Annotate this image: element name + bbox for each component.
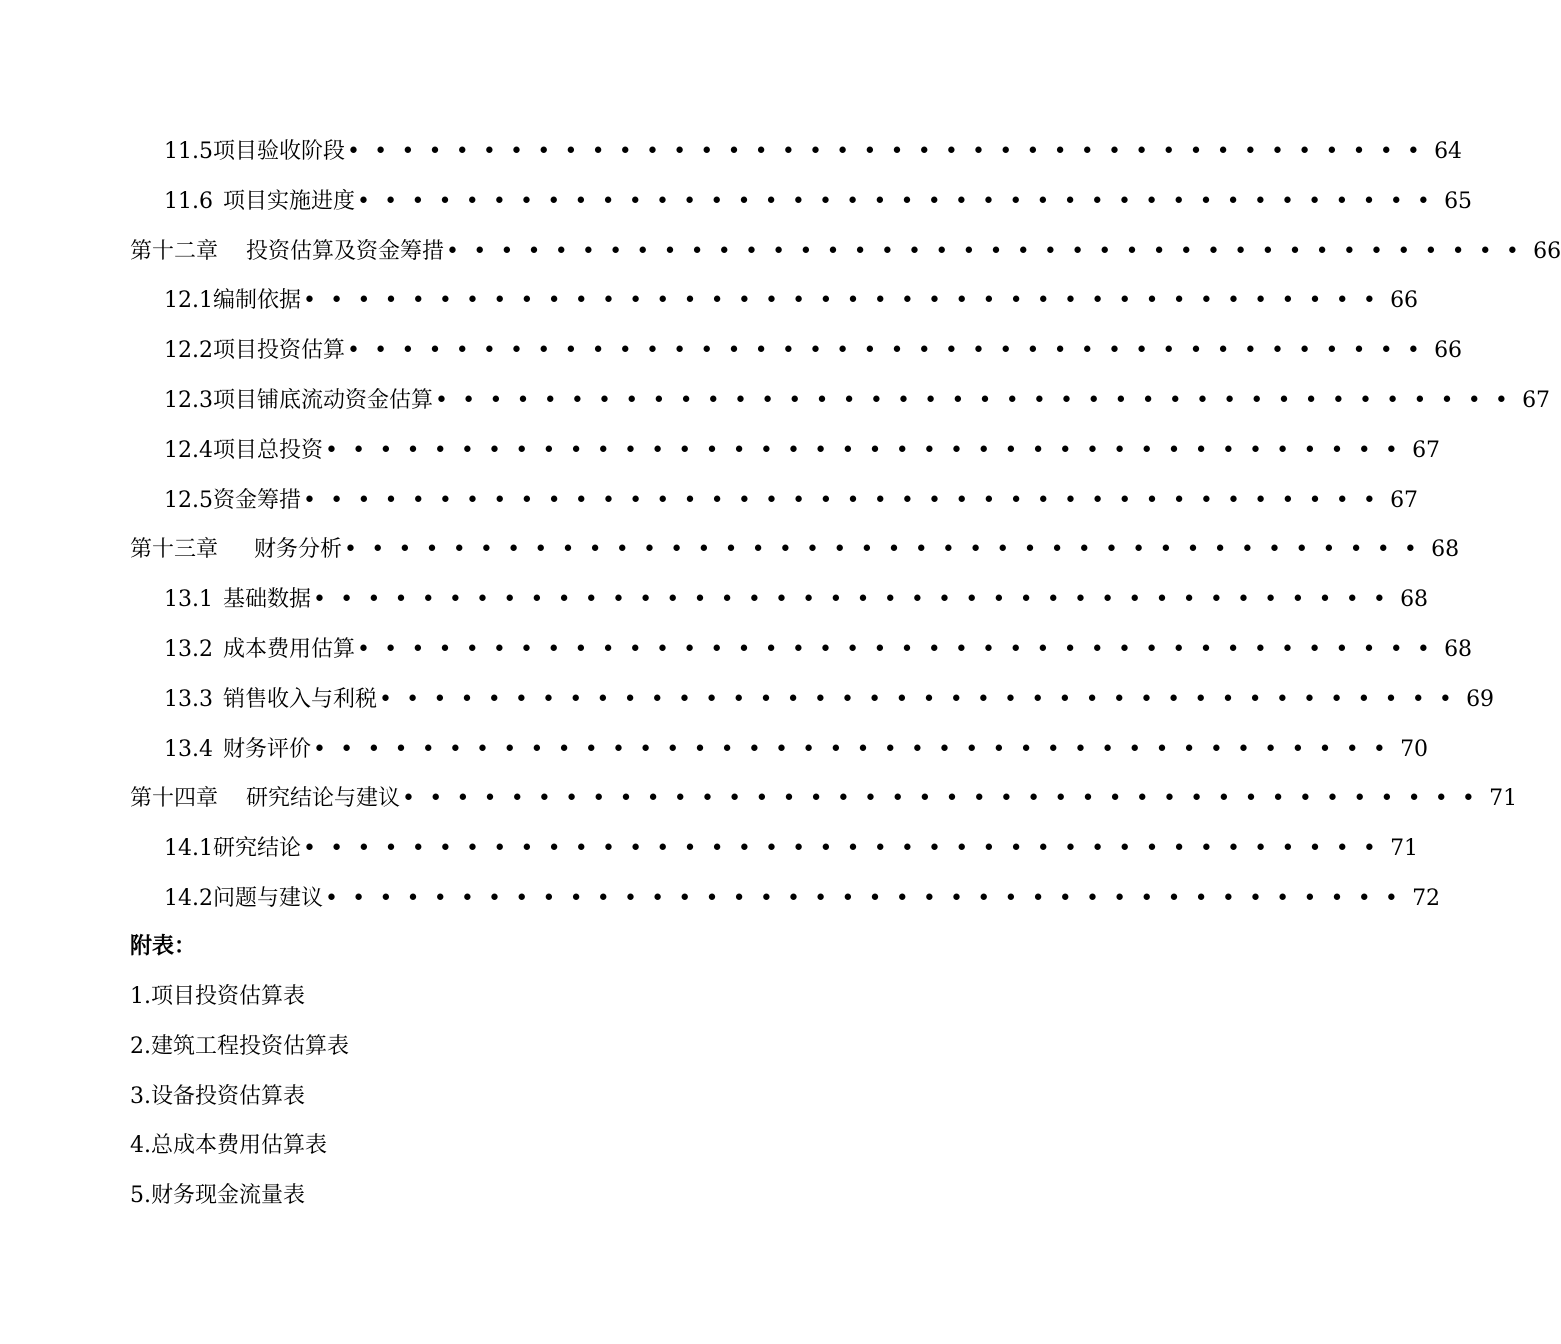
toc-page-number: 69 — [1466, 686, 1495, 712]
toc-dot-leader: •••••••••••••••••••••••••••••••••••••••• — [446, 238, 1534, 264]
toc-dot-leader: •••••••••••••••••••••••••••••••••••••••• — [344, 537, 1432, 563]
toc-page-number: 71 — [1489, 786, 1518, 812]
appendix-item[interactable]: 2.建筑工程投资估算表 — [130, 1033, 349, 1059]
toc-entry-title: 项目验收阶段 — [212, 139, 345, 164]
toc-entry-number: 第十四章 — [130, 786, 219, 812]
toc-dot-leader: •••••••••••••••••••••••••••••••••••••••• — [325, 885, 1413, 911]
toc-entry-title: 财务分析 — [254, 537, 343, 563]
toc-dot-leader: •••••••••••••••••••••••••••••••••••••••• — [347, 338, 1435, 364]
toc-entry-title: 项目总投资 — [212, 437, 323, 463]
toc-entry-number: 12.5 — [164, 487, 213, 513]
toc-page-number: 71 — [1390, 836, 1419, 862]
toc-entry-number: 第十三章 — [130, 537, 219, 563]
toc-section-entry[interactable] — [130, 376, 1551, 426]
toc-page-number: 66 — [1533, 238, 1561, 264]
toc-entry-title: 问题与建议 — [212, 885, 323, 911]
toc-section-entry[interactable] — [130, 874, 1441, 924]
toc-entry-title: 成本费用估算 — [222, 636, 355, 662]
toc-dot-leader: •••••••••••••••••••••••••••••••••••••••• — [357, 636, 1445, 662]
toc-section-entry[interactable] — [130, 675, 1495, 725]
toc-entry-title: 资金筹措 — [212, 487, 301, 513]
toc-page-number: 68 — [1444, 636, 1473, 662]
toc-entry-title: 项目铺底流动资金估算 — [212, 387, 433, 413]
toc-entry-title: 投资估算及资金筹措 — [246, 238, 445, 264]
toc-page-number: 70 — [1400, 736, 1429, 762]
appendix-item[interactable]: 5.财务现金流量表 — [130, 1183, 305, 1209]
toc-page-number: 67 — [1522, 387, 1551, 413]
toc-entry-title: 项目实施进度 — [222, 188, 355, 214]
toc-section-entry[interactable] — [130, 326, 1463, 376]
appendix-item[interactable]: 4.总成本费用估算表 — [130, 1133, 327, 1159]
toc-page-number: 67 — [1390, 487, 1419, 513]
appendix-heading: 附表： — [130, 934, 197, 959]
toc-entry-title: 研究结论与建议 — [246, 786, 401, 812]
toc-entry-title: 研究结论 — [212, 836, 301, 862]
toc-dot-leader: •••••••••••••••••••••••••••••••••••••••• — [313, 736, 1401, 762]
toc-entry-title: 基础数据 — [222, 587, 311, 613]
toc-dot-leader: •••••••••••••••••••••••••••••••••••••••• — [347, 139, 1435, 164]
toc-chapter-entry[interactable] — [130, 227, 1561, 277]
appendix-list — [130, 972, 792, 1221]
toc-entry-title: 项目投资估算 — [212, 338, 345, 364]
toc-dot-leader: •••••••••••••••••••••••••••••••••••••••• — [357, 188, 1445, 214]
toc-entry-number: 14.1 — [164, 836, 213, 862]
toc-page-number: 68 — [1400, 587, 1429, 613]
toc-dot-leader: •••••••••••••••••••••••••••••••••••••••• — [313, 587, 1401, 613]
toc-entry-number: 第十二章 — [130, 238, 219, 264]
toc-page-number: 67 — [1412, 437, 1441, 463]
toc-entry-number: 11.5 — [164, 139, 213, 164]
toc-entry-number: 12.1 — [164, 288, 213, 314]
toc-section-entry[interactable] — [130, 824, 1419, 874]
toc-section-entry[interactable] — [130, 426, 1441, 476]
toc-page-number: 68 — [1431, 537, 1460, 563]
toc-entry-number: 13.2 — [164, 636, 213, 662]
toc-entry-number: 12.4 — [164, 437, 213, 463]
toc-entry-number: 11.6 — [164, 188, 213, 214]
toc-page-number: 72 — [1412, 885, 1441, 911]
toc-page-number: 65 — [1444, 188, 1473, 214]
toc-section-entry[interactable] — [130, 575, 1429, 625]
toc-dot-leader: •••••••••••••••••••••••••••••••••••••••• — [379, 686, 1467, 712]
toc-page-number: 66 — [1390, 288, 1419, 314]
toc-section-entry[interactable] — [130, 725, 1429, 775]
toc-dot-leader: •••••••••••••••••••••••••••••••••••••••• — [303, 836, 1391, 862]
toc-dot-leader: •••••••••••••••••••••••••••••••••••••••• — [325, 437, 1413, 463]
toc-dot-leader: •••••••••••••••••••••••••••••••••••••••• — [402, 786, 1490, 812]
toc-section-entry[interactable] — [130, 276, 1419, 326]
toc-page-number: 66 — [1434, 338, 1463, 364]
toc-entry-number: 14.2 — [164, 885, 213, 911]
toc-dot-leader: •••••••••••••••••••••••••••••••••••••••• — [303, 288, 1391, 314]
toc-section-entry[interactable] — [130, 625, 1473, 675]
toc-page-number: 64 — [1434, 139, 1463, 164]
toc-entry-number: 13.4 — [164, 736, 213, 762]
toc-entry-title: 财务评价 — [222, 736, 311, 762]
toc-section-entry[interactable] — [130, 476, 1419, 526]
appendix-item[interactable]: 1.项目投资估算表 — [130, 984, 305, 1009]
toc-entry-title: 编制依据 — [212, 288, 301, 314]
table-of-contents — [130, 127, 1561, 924]
toc-dot-leader: •••••••••••••••••••••••••••••••••••••••• — [303, 487, 1391, 513]
toc-section-entry[interactable] — [130, 177, 1473, 227]
toc-section-entry[interactable] — [130, 127, 1463, 177]
appendix-section — [130, 922, 792, 1221]
toc-entry-title: 销售收入与利税 — [222, 686, 377, 712]
toc-dot-leader: •••••••••••••••••••••••••••••••••••••••• — [435, 387, 1523, 413]
toc-entry-number: 12.3 — [164, 387, 213, 413]
toc-chapter-entry[interactable] — [130, 525, 1460, 575]
toc-chapter-entry[interactable] — [130, 774, 1518, 824]
appendix-item[interactable]: 3.设备投资估算表 — [130, 1083, 305, 1109]
toc-entry-number: 13.1 — [164, 587, 213, 613]
toc-entry-number: 12.2 — [164, 338, 213, 364]
toc-entry-number: 13.3 — [164, 686, 213, 712]
